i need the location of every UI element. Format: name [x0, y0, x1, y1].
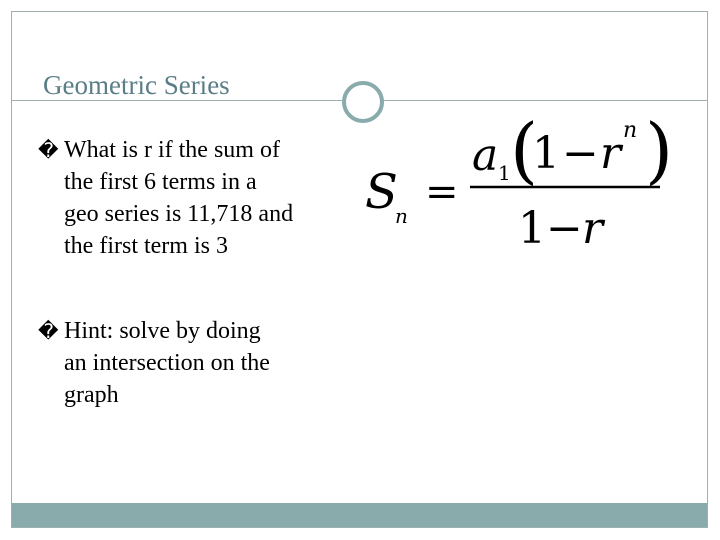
formula-denominator-one: 1 — [518, 203, 546, 254]
geometric-sum-formula — [360, 95, 690, 260]
formula-paren-open: ( — [510, 108, 539, 192]
formula-lhs: S — [365, 164, 398, 220]
formula-numerator-a: a — [472, 130, 499, 181]
bottom-accent-bar — [12, 503, 707, 527]
bullet-line: geo series is 11,718 and — [64, 201, 294, 227]
formula-lhs-subscript: n — [395, 204, 408, 228]
bullet-question — [38, 134, 364, 262]
formula-numerator-minus: − — [562, 128, 599, 179]
formula-paren-close: ) — [645, 108, 674, 192]
formula-equals: = — [425, 169, 459, 215]
bullet-line: an intersection on the — [64, 350, 270, 376]
formula-numerator-r: r — [600, 128, 622, 179]
bullet-marker: � — [38, 138, 59, 162]
bullet-line: graph — [64, 382, 119, 408]
formula-denominator-r: r — [582, 203, 604, 254]
bullet-line: the first 6 terms in a — [64, 169, 257, 195]
formula-denominator-minus: − — [546, 203, 583, 254]
formula-numerator-exponent: n — [623, 118, 638, 143]
formula-numerator-one: 1 — [532, 128, 560, 179]
bullet-marker: � — [38, 319, 59, 343]
title-rule-left — [12, 100, 342, 101]
bullet-line: What is r if the sum of — [64, 137, 280, 163]
formula-numerator-a-subscript: 1 — [498, 161, 511, 185]
slide-title: Geometric Series — [43, 70, 230, 100]
bullet-line: Hint: solve by doing — [64, 318, 261, 344]
bullet-hint — [38, 315, 364, 411]
bullet-line: the first term is 3 — [64, 233, 228, 259]
